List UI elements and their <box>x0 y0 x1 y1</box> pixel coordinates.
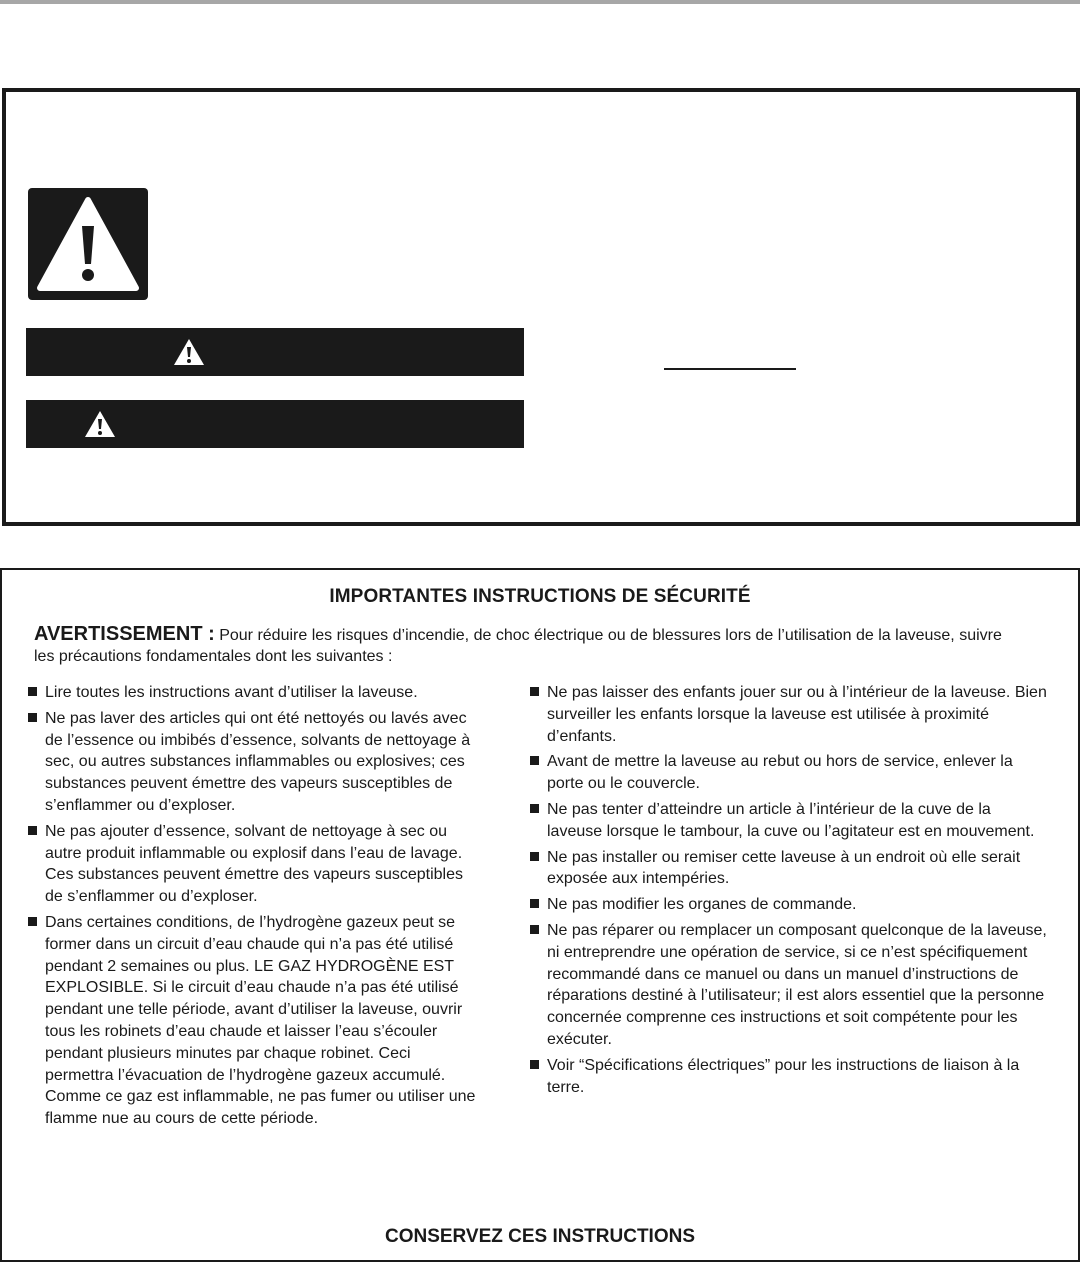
danger-triangle-icon <box>172 337 206 367</box>
square-bullet-icon <box>530 925 539 934</box>
warning-intro <box>34 624 1024 667</box>
list-item: Ne pas tenter d’atteindre un article à l’intérieur de la cuve de la laveuse lorsque le tambour, la cuve ou l’agitateur est en mouvement. <box>530 799 1050 843</box>
large-warning-triangle-icon <box>28 188 148 300</box>
instructions-title: IMPORTANTES INSTRUCTIONS DE SÉCURITÉ <box>329 586 751 607</box>
list-item: Ne pas ajouter d’essence, solvant de nettoyage à sec ou autre produit inflammable ou explosif dans l’eau de lavage. Ces substances peuvent émettre des vapeurs susceptibles de s’enflammer ou d’exploser. <box>28 821 478 908</box>
warning-intro-text: Pour réduire les risques d’incendie, de choc électrique ou de blessures lors de l’utilisation de la laveuse, suivre les précautions fondamentales dont les suivantes : <box>34 627 1002 665</box>
square-bullet-icon <box>530 804 539 813</box>
instructions-box <box>0 568 1080 1262</box>
square-bullet-icon <box>28 826 37 835</box>
warning-signal-bar <box>26 400 524 448</box>
square-bullet-icon <box>530 852 539 861</box>
safety-alert-box <box>2 88 1080 526</box>
square-bullet-icon <box>28 917 37 926</box>
instructions-list-left <box>28 682 478 1134</box>
list-item: Ne pas laisser des enfants jouer sur ou à l’intérieur de la laveuse. Bien surveiller les enfants lorsque la laveuse est utilisée à proximité d’enfants. <box>530 682 1050 747</box>
list-item: Ne pas modifier les organes de commande. <box>530 894 1050 916</box>
save-instructions-footer: CONSERVEZ CES INSTRUCTIONS <box>384 1226 696 1247</box>
list-item: Ne pas installer ou remiser cette laveuse à un endroit où elle serait exposée aux intempéries. <box>530 847 1050 891</box>
top-rule <box>0 0 1080 4</box>
square-bullet-icon <box>28 687 37 696</box>
list-item: Ne pas réparer ou remplacer un composant quelconque de la laveuse, ni entreprendre une opération de service, si ce n’est spécifiquement recommandé dans ce manuel ou dans un manuel d’instructions de réparations destiné à l’utilisateur; il est alors essentiel que la personne concernée comprenne ces instructions et soit compétente pour les exécuter. <box>530 920 1050 1051</box>
square-bullet-icon <box>530 1060 539 1069</box>
warning-triangle-icon <box>83 409 117 439</box>
square-bullet-icon <box>530 899 539 908</box>
list-item: Dans certaines conditions, de l’hydrogène gazeux peut se former dans un circuit d’eau chaude qui n’a pas été utilisé pendant 2 semaines ou plus. LE GAZ HYDROGÈNE EST EXPLOSIBLE. Si le circuit d’eau chaude n’a pas été utilisé pendant une telle période, avant d’utiliser la laveuse, ouvrir tous les robinets d’eau chaude et laisser l’eau s’écouler pendant plusieurs minutes par chaque robinet. Ceci permettra l’évacuation de l’hydrogène gazeux accumulé. Comme ce gaz est inflammable, ne pas fumer ou utiliser une flamme nue au cours de cette période. <box>28 912 478 1130</box>
list-item: Avant de mettre la laveuse au rebut ou hors de service, enlever la porte ou le couvercle. <box>530 751 1050 795</box>
square-bullet-icon <box>530 756 539 765</box>
list-item: Voir “Spécifications électriques” pour les instructions de liaison à la terre. <box>530 1055 1050 1099</box>
square-bullet-icon <box>530 687 539 696</box>
list-item: Lire toutes les instructions avant d’utiliser la laveuse. <box>28 682 478 704</box>
list-item: Ne pas laver des articles qui ont été nettoyés ou lavés avec de l’essence ou imbibés d’essence, solvants de nettoyage à sec, ou autres substances inflammables ou explosives; ces substances peuvent émettre des vapeurs susceptibles de s’enflammer ou d’exploser. <box>28 708 478 817</box>
instructions-list-right <box>530 682 1050 1102</box>
danger-signal-bar <box>26 328 524 376</box>
warning-lead: AVERTISSEMENT : <box>34 623 215 645</box>
underline-rule <box>664 368 796 370</box>
square-bullet-icon <box>28 713 37 722</box>
